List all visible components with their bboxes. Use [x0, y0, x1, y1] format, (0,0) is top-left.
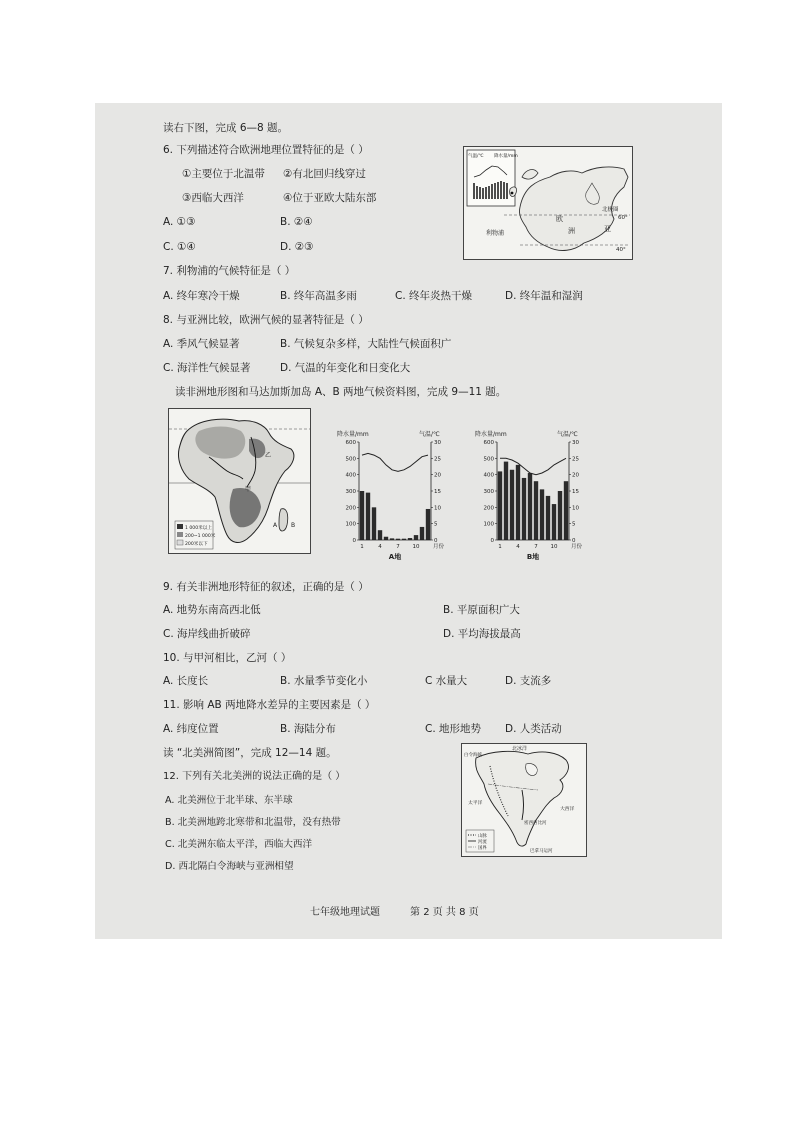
y-tick-label: 300: [483, 489, 494, 495]
page-total: 8: [459, 907, 466, 918]
q11-option-c: C. 地形地势: [425, 723, 482, 735]
y-tick-label: 0: [490, 538, 494, 544]
q9-option-a: A. 地势东南高西北低: [163, 604, 261, 616]
y2-tick-label: 5: [434, 521, 438, 528]
legend-high-label: 1 000米以上: [185, 526, 212, 531]
x-axis-label: 月份: [433, 544, 445, 550]
q8-option-c: C. 海洋性气候显著: [163, 362, 251, 374]
precip-bar: [516, 465, 520, 540]
legend-border-label: 国界: [478, 846, 487, 851]
liverpool-label: 利物浦: [486, 230, 505, 237]
footer-page: [410, 903, 479, 918]
y2-tick-label: 25: [434, 456, 441, 463]
bering-strait-label: 白令海峡: [464, 753, 482, 758]
arctic-circle-label: 北极圈: [602, 207, 619, 213]
precip-bar: [426, 509, 430, 540]
y2-tick-label: 20: [572, 472, 579, 479]
footer-title: 七年级地理试题: [310, 907, 380, 918]
q8-option-a: A. 季风气候显著: [163, 338, 240, 350]
precip-bar: [534, 481, 538, 540]
pacific-ocean-label: 太平洋: [468, 801, 483, 806]
arctic-ocean-label: 北冰洋: [512, 746, 528, 752]
q6-option-c: C. ①④: [163, 241, 196, 253]
q12-option-d: D. 西北隔白令海峡与亚洲相望: [165, 861, 294, 872]
q11-option-b: B. 海陆分布: [280, 723, 336, 735]
precip-bar: [510, 470, 514, 540]
q9-option-b: B. 平原面积广大: [443, 604, 520, 616]
q10-option-b: B. 水量季节变化小: [280, 675, 368, 687]
y2-tick-label: 5: [572, 521, 576, 528]
q9-option-c: C. 海岸线曲折破碎: [163, 628, 251, 640]
q12-option-a: A. 北美洲位于北半球、东半球: [165, 795, 293, 806]
q9-option-d: D. 平均海拔最高: [443, 628, 521, 640]
precip-bar: [498, 471, 502, 540]
y-tick-label: 600: [483, 440, 494, 446]
lat-60-label: 60°: [618, 215, 628, 221]
q10-option-d: D. 支流多: [505, 675, 552, 687]
precip-bar: [564, 481, 568, 540]
intro-6-8: 读右下图，完成 6—8 题。: [163, 122, 289, 134]
point-a-label: A: [273, 522, 278, 529]
precip-bar: [420, 527, 424, 540]
x-tick-label: 7: [396, 544, 400, 550]
y-tick-label: 600: [345, 440, 356, 446]
q11-option-d: D. 人类活动: [505, 723, 562, 735]
lat-40-label: 40°: [616, 247, 626, 253]
page-pre: 第: [410, 907, 420, 918]
y-tick-label: 0: [352, 538, 356, 544]
climate-chart-a: [335, 428, 455, 563]
legend-swatch-low: [177, 540, 183, 545]
q7-option-c: C. 终年炎热干燥: [395, 290, 473, 302]
q12-option-b: B. 北美洲地跨北寒带和北温带，没有热带: [165, 817, 341, 828]
precip-bar: [414, 535, 418, 540]
x-tick-label: 1: [360, 544, 364, 550]
x-tick-label: 7: [534, 544, 538, 550]
precip-bar: [540, 489, 544, 540]
q10-option-c: C 水量大: [425, 675, 468, 687]
y2-tick-label: 30: [434, 440, 441, 446]
y2-tick-label: 15: [434, 489, 441, 495]
y-tick-label: 400: [483, 472, 494, 479]
precip-bar: [546, 496, 550, 540]
europe-map: [464, 147, 632, 259]
point-b-label: B: [291, 522, 296, 529]
climate-chart-b: [473, 428, 593, 563]
legend-mid-label: 200~1 000米: [185, 534, 216, 539]
precip-bar: [360, 491, 364, 540]
chart-title: B地: [526, 553, 540, 561]
q6-stem: 6. 下列描述符合欧洲地理位置特征的是（ ）: [163, 144, 369, 156]
q10-stem: 10. 与甲河相比，乙河（ ）: [163, 652, 292, 664]
intro-9-11: 读非洲地形图和马达加斯加岛 A、B 两地气候资料图，完成 9—11 题。: [175, 386, 507, 398]
africa-map-figure: [168, 408, 311, 554]
q8-option-b: B. 气候复杂多样，大陆性气候面积广: [280, 338, 452, 350]
x-tick-label: 10: [550, 544, 558, 550]
y-tick-label: 200: [483, 505, 494, 512]
x-tick-label: 4: [516, 544, 520, 550]
q6-statement-1: ①主要位于北温带: [182, 168, 265, 180]
q12-stem: 12. 下列有关北美洲的说法正确的是（ ）: [163, 771, 346, 782]
y2-tick-label: 20: [434, 472, 441, 479]
intro-12-14: 读 “北美洲简图”，完成 12—14 题。: [163, 747, 337, 759]
y-tick-label: 500: [483, 456, 494, 463]
inset-precip-label: 降水量/mm: [494, 154, 518, 159]
q7-stem: 7. 利物浦的气候特征是（ ）: [163, 265, 296, 277]
legend-swatch-high: [177, 524, 183, 529]
q6-option-a: A. ①③: [163, 216, 196, 228]
precip-bar: [366, 493, 370, 540]
x-tick-label: 1: [498, 544, 502, 550]
y-tick-label: 200: [345, 505, 356, 512]
q6-option-b: B. ②④: [280, 216, 313, 228]
q10-option-a: A. 长度长: [163, 675, 209, 687]
y-tick-label: 300: [345, 489, 356, 495]
y2-tick-label: 10: [572, 505, 579, 512]
asia-label: 亚: [604, 225, 611, 233]
x-axis-label: 月份: [571, 544, 583, 550]
exam-sheet: [95, 103, 722, 939]
legend-swatch-mid: [177, 532, 183, 537]
q7-option-a: A. 终年寒冷干燥: [163, 290, 240, 302]
river-jia-label: 甲: [245, 486, 252, 493]
q11-option-a: A. 纬度位置: [163, 723, 219, 735]
q12-option-c: C. 北美洲东临太平洋，西临大西洋: [165, 839, 313, 850]
y-axis-label: 降水量/mm: [475, 431, 507, 438]
y2-tick-label: 15: [572, 489, 579, 495]
y2-axis-label: 气温/℃: [557, 431, 578, 438]
mississippi-label: 密西西比河: [524, 821, 547, 826]
q6-statement-3: ③西临大西洋: [182, 192, 244, 204]
africa-map: [169, 409, 310, 553]
y-tick-label: 100: [483, 521, 494, 528]
precip-bar: [522, 478, 526, 540]
page-mid: 页 共: [432, 907, 456, 918]
y2-tick-label: 0: [434, 538, 438, 544]
liverpool-marker: [511, 192, 514, 195]
continent-label: 洲: [568, 227, 575, 235]
q11-stem: 11. 影响 AB 两地降水差异的主要因素是（ ）: [163, 699, 376, 711]
panama-canal-label: 巴拿马运河: [530, 849, 553, 854]
precip-bar: [558, 491, 562, 540]
y2-tick-label: 30: [572, 440, 579, 446]
temp-line: [362, 453, 428, 471]
legend-river-label: 河流: [478, 840, 487, 845]
scandinavia: [522, 170, 538, 180]
x-tick-label: 10: [412, 544, 420, 550]
page-post: 页: [468, 907, 479, 918]
q8-stem: 8. 与亚洲比较，欧洲气候的显著特征是（ ）: [163, 314, 369, 326]
precip-bar: [372, 507, 376, 540]
q6-option-d: D. ②③: [280, 241, 314, 253]
y2-tick-label: 10: [434, 505, 441, 512]
page-number: 2: [423, 907, 430, 918]
river-yi-label: 乙: [265, 452, 272, 459]
precip-bar: [552, 504, 556, 540]
precip-bar: [378, 530, 382, 540]
north-america-map-figure: [461, 743, 587, 857]
q6-statement-2: ②有北回归线穿过: [283, 168, 366, 180]
y-tick-label: 100: [345, 521, 356, 528]
y-axis-label: 降水量/mm: [337, 431, 369, 438]
y2-axis-label: 气温/℃: [419, 431, 440, 438]
y-tick-label: 400: [345, 472, 356, 479]
y2-tick-label: 25: [572, 456, 579, 463]
q6-statement-4: ④位于亚欧大陆东部: [283, 192, 377, 204]
british-isles: [510, 187, 517, 197]
madagascar: [279, 509, 288, 531]
x-tick-label: 4: [378, 544, 382, 550]
legend-mountain-label: 山脉: [478, 834, 487, 839]
q7-option-d: D. 终年温和湿润: [505, 290, 583, 302]
precip-bar: [384, 537, 388, 540]
q8-option-d: D. 气温的年变化和日变化大: [280, 362, 411, 374]
precip-bar: [528, 473, 532, 540]
y-tick-label: 500: [345, 456, 356, 463]
europe-label: 欧: [556, 215, 563, 223]
atlantic-ocean-label: 大西洋: [560, 807, 575, 812]
chart-title: A地: [388, 553, 402, 561]
inset-temp-label: 气温/℃: [468, 154, 484, 159]
q7-option-b: B. 终年高温多雨: [280, 290, 357, 302]
q9-stem: 9. 有关非洲地形特征的叙述，正确的是（ ）: [163, 581, 369, 593]
north-america-map: [462, 744, 586, 856]
legend-low-label: 200米以下: [185, 542, 208, 547]
europe-map-figure: [463, 146, 633, 260]
precip-bar: [504, 462, 508, 540]
y2-tick-label: 0: [572, 538, 576, 544]
